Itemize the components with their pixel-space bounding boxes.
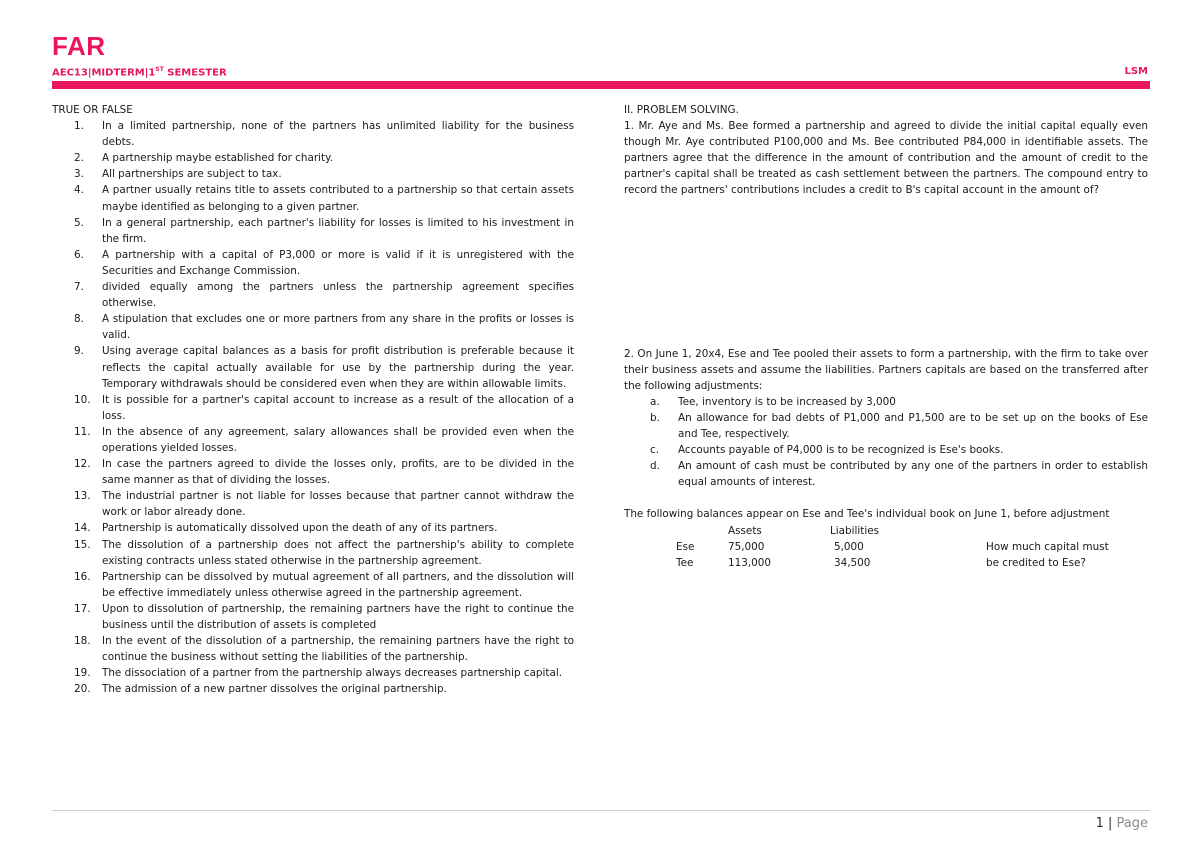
item-number: 14. — [74, 522, 91, 535]
tf-item — [52, 488, 574, 520]
true-false-section — [52, 102, 574, 697]
problem-solving-section — [624, 102, 1148, 571]
item-number: 11. — [74, 425, 91, 438]
balances-table — [624, 523, 1146, 571]
assets-value: 75,000 — [728, 540, 765, 553]
subject-title: FAR — [52, 31, 106, 61]
tf-item — [52, 166, 574, 182]
tf-item — [52, 311, 574, 343]
item-text: The dissolution of a partnership does not affect the partnership's ability to complete existing contracts unless stated otherwise in the partnership agreement. — [102, 538, 574, 567]
adjustment-item — [624, 394, 1148, 410]
table-header-cell — [624, 523, 728, 539]
item-number: 4. — [74, 184, 84, 197]
footer-divider — [52, 810, 1150, 811]
table-header-cell: Assets — [728, 524, 762, 537]
header-accent-bar — [52, 81, 1150, 89]
ordinal-suffix: ST — [155, 66, 164, 73]
item-number: 16. — [74, 570, 91, 583]
item-text: The industrial partner is not liable for losses because that partner cannot withdraw the work or labor already done. — [102, 490, 574, 519]
item-text: A partnership with a capital of P3,000 or more is valid if it is unregistered with the Securities and Exchange Commission. — [102, 248, 574, 277]
item-number: 15. — [74, 538, 91, 551]
item-text: Using average capital balances as a basis for profit distribution is preferable because it reflects the capital actually available for use by the partnership during the year. Temporary withdrawals should be considered even when they are within allowable limits. — [102, 345, 574, 390]
tf-item — [52, 150, 574, 166]
tf-item — [52, 665, 574, 681]
adjustment-item — [624, 410, 1148, 442]
liabilities-value: 34,500 — [834, 556, 871, 569]
tf-item — [52, 424, 574, 456]
adjustment-item — [624, 442, 1148, 458]
tf-item — [52, 392, 574, 424]
item-number: 2. — [74, 152, 84, 165]
tf-item — [52, 247, 574, 279]
table-header-cell: Liabilities — [830, 524, 880, 537]
page-separator: | — [1103, 816, 1117, 831]
page-footer — [1096, 816, 1148, 831]
liabilities-value: 5,000 — [834, 540, 864, 553]
document-header — [52, 32, 1150, 89]
item-text: Partnership can be dissolved by mutual agreement of all partners, and the dissolution will be effective immediately unless otherwise agreed in the partnership agreement. — [102, 570, 574, 599]
page-label: Page — [1116, 816, 1148, 831]
item-number: 17. — [74, 602, 91, 615]
item-text: divided equally among the partners unless the partnership agreement specifies otherwise. — [102, 281, 574, 310]
item-number: 1. — [74, 120, 84, 133]
item-text: In case the partners agreed to divide the losses only, profits, are to be divided in the same manner as that of dividing the losses. — [102, 458, 574, 487]
balances-intro: The following balances appear on Ese and Tee's individual book on June 1, before adjustment — [624, 508, 1110, 521]
page-number: 1 — [1095, 816, 1104, 831]
adjustments-list — [624, 394, 1148, 491]
tf-item — [52, 279, 574, 311]
tf-item — [52, 182, 574, 214]
tf-item — [52, 215, 574, 247]
partner-name: Ese — [676, 540, 695, 553]
item-number: 20. — [74, 683, 91, 696]
tf-item — [52, 633, 574, 665]
question-text: How much capital must — [986, 540, 1109, 553]
answer-space — [624, 199, 1148, 346]
item-text: A partner usually retains title to assets contributed to a partnership so that certain assets maybe identified as belonging to a given partner. — [102, 184, 574, 213]
partner-name: Tee — [676, 556, 694, 569]
tf-item — [52, 569, 574, 601]
course-code: AEC13|MIDTERM|1 — [52, 67, 156, 79]
semester-label: SEMESTER — [163, 67, 227, 79]
true-false-heading: TRUE OR FALSE — [52, 104, 133, 116]
item-letter: d. — [650, 460, 660, 473]
tf-item — [52, 681, 574, 697]
table-header-row — [624, 523, 1146, 539]
item-number: 5. — [74, 216, 84, 229]
item-text: An allowance for bad debts of P1,000 and P1,500 are to be set up on the books of Ese and Tee, respectively. — [678, 411, 1148, 441]
item-text: All partnerships are subject to tax. — [102, 168, 282, 181]
question-text: be credited to Ese? — [986, 556, 1086, 569]
item-number: 12. — [74, 458, 91, 471]
item-number: 10. — [74, 393, 91, 406]
true-false-list — [52, 118, 574, 697]
item-letter: b. — [650, 411, 660, 424]
tf-item — [52, 537, 574, 569]
item-text: In a limited partnership, none of the partners has unlimited liability for the business debts. — [102, 120, 574, 149]
item-letter: a. — [650, 395, 660, 408]
table-row — [624, 555, 1146, 571]
item-number: 19. — [74, 667, 91, 680]
item-text: In the event of the dissolution of a partnership, the remaining partners have the right to continue the business without setting the liabilities of the partnership. — [102, 635, 574, 664]
item-text: In the absence of any agreement, salary allowances shall be provided even when the operations yielded losses. — [102, 425, 574, 454]
item-text: It is possible for a partner's capital account to increase as a result of the allocation of a loss. — [102, 393, 574, 422]
item-number: 8. — [74, 313, 84, 326]
table-row — [624, 539, 1146, 555]
item-number: 3. — [74, 168, 84, 181]
item-text: Partnership is automatically dissolved upon the death of any of its partners. — [102, 522, 498, 535]
problem-1-text: 1. Mr. Aye and Ms. Bee formed a partnership and agreed to divide the initial capital equally even though Mr. Aye contributed P100,000 and Ms. Bee contributed P84,000 in identifiable assets. The partners agree that the difference in the amount of contribution and the amount of credit to the partner's capital shall be treated as cash settlement between the partners. The compound entry to record the partners' contributions includes a credit to B's capital account in the amount of? — [624, 120, 1148, 197]
assets-value: 113,000 — [728, 556, 771, 569]
item-text: The admission of a new partner dissolves the original partnership. — [102, 683, 447, 696]
course-info — [52, 66, 227, 78]
item-number: 9. — [74, 345, 84, 358]
item-number: 18. — [74, 635, 91, 648]
tf-item — [52, 520, 574, 536]
item-number: 7. — [74, 281, 84, 294]
item-text: The dissociation of a partner from the partnership always decreases partnership capital. — [102, 667, 563, 680]
adjustment-item — [624, 458, 1148, 490]
tf-item — [52, 118, 574, 150]
item-text: An amount of cash must be contributed by any one of the partners in order to establish equal amounts of interest. — [678, 460, 1148, 489]
item-number: 13. — [74, 490, 91, 503]
problem-solving-heading: II. PROBLEM SOLVING. — [624, 104, 739, 116]
item-letter: c. — [650, 444, 660, 457]
item-text: Upon to dissolution of partnership, the remaining partners have the right to continue the business until the distribution of assets is completed — [102, 602, 574, 631]
tf-item — [52, 601, 574, 633]
course-subline — [52, 66, 1150, 80]
item-text: A stipulation that excludes one or more partners from any share in the profits or losses is valid. — [102, 313, 574, 342]
tf-item — [52, 456, 574, 488]
author-initials: LSM — [1124, 66, 1148, 77]
item-text: Tee, inventory is to be increased by 3,000 — [678, 395, 896, 408]
tf-item — [52, 343, 574, 391]
item-number: 6. — [74, 248, 84, 261]
problem-2-intro: 2. On June 1, 20x4, Ese and Tee pooled their assets to form a partnership, with the firm to take over their business assets and assume the liabilities. Partners capitals are based on the transferred after the following adjustments: — [624, 347, 1148, 392]
item-text: Accounts payable of P4,000 is to be recognized is Ese's books. — [678, 444, 1004, 457]
item-text: A partnership maybe established for charity. — [102, 152, 334, 165]
item-text: In a general partnership, each partner's liability for losses is limited to his investment in the firm. — [102, 216, 574, 245]
